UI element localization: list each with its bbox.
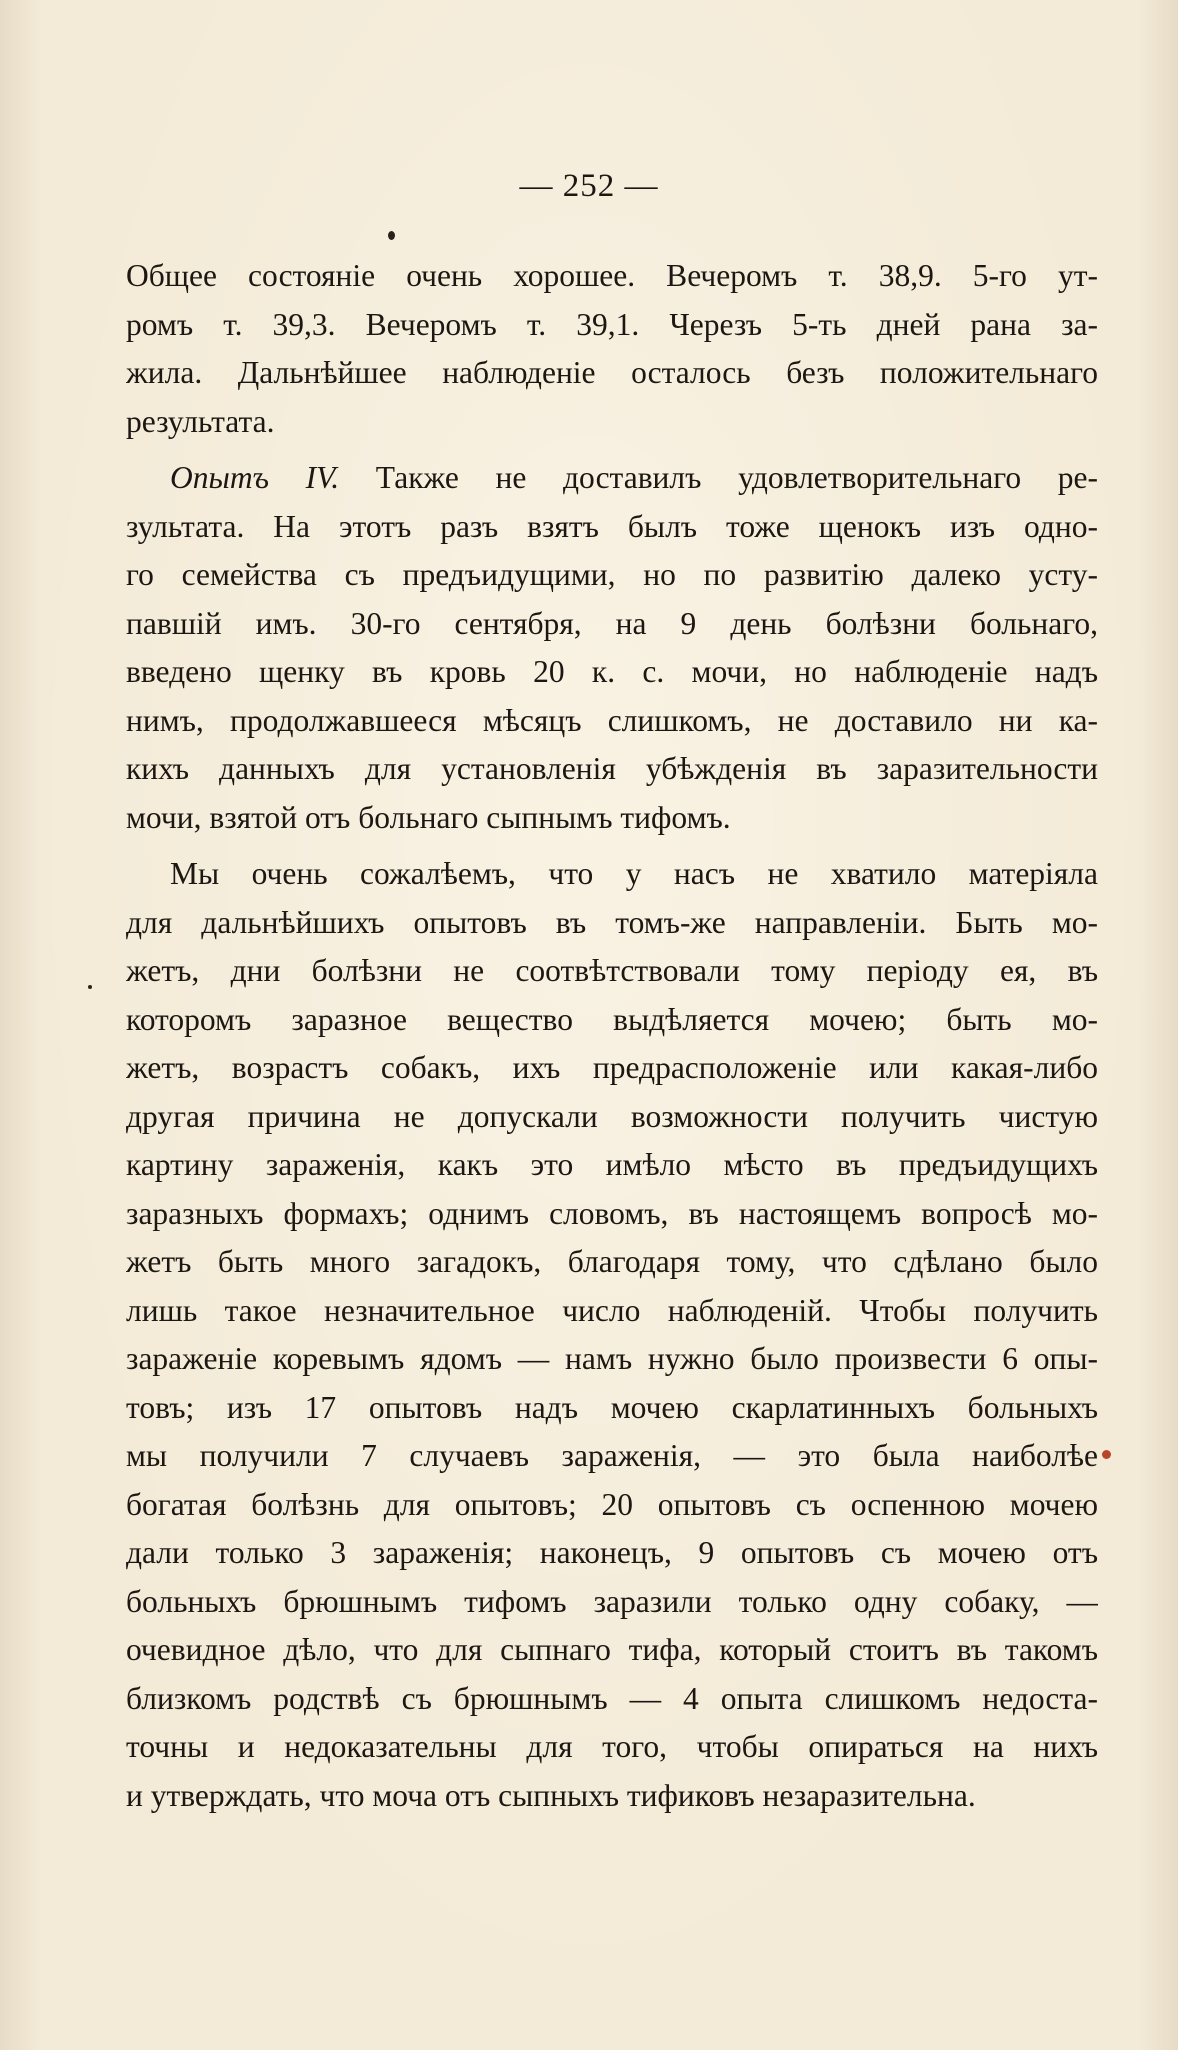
text-line: товъ; изъ 17 опытовъ надъ мочею скарлатинныхъ больныхъ [126, 1389, 1098, 1425]
experiment-heading: Опытъ IV. [170, 460, 340, 495]
text-line: введено щенку въ кровь 20 к. с. мочи, но наблюденiе надъ [126, 654, 1098, 689]
text-line: кихъ данныхъ для установленiя убѣжденiя въ заразительности [126, 751, 1098, 786]
text-line: го семейства съ предъидущими, но по развитiю далеко усту- [126, 557, 1098, 592]
text-line: мочи, взятой отъ больнаго сыпнымъ тифомъ. [126, 799, 731, 835]
text-line: и утверждать, что моча отъ сыпныхъ тификовъ незаразительна. [126, 1777, 976, 1813]
text-line: Опытъ IV. Также не доставилъ удовлетворительнаго ре- [170, 460, 1098, 495]
text-line: лишь такое незначительное число наблюденiй. Чтобы получить [126, 1292, 1098, 1328]
text-line: которомъ заразное вещество выдѣляется мочею; быть мо- [126, 1001, 1098, 1037]
text-line: результата. [126, 403, 275, 439]
text-line: заразныхъ формахъ; однимъ словомъ, въ настоящемъ вопросѣ мо- [126, 1195, 1098, 1231]
text-line: точны и недоказательны для того, чтобы опираться на нихъ [126, 1729, 1098, 1764]
ink-speck [88, 985, 92, 989]
text-line: зультата. На этотъ разъ взятъ былъ тоже щенокъ изъ одно- [126, 508, 1098, 544]
page-number: — 252 — [519, 168, 659, 204]
text-line: жетъ, возрастъ собакъ, ихъ предрасположенiе или какая-либо [126, 1050, 1098, 1085]
text-line: для дальнѣйшихъ опытовъ въ томъ-же направленiи. Быть мо- [126, 904, 1098, 940]
text-line: другая причина не допускали возможности получить чистую [126, 1098, 1098, 1134]
text-line: дали только 3 зараженiя; наконецъ, 9 опытовъ съ мочею отъ [126, 1535, 1098, 1570]
text-line: жетъ, дни болѣзни не соотвѣтствовали тому перiоду ея, въ [126, 953, 1098, 988]
text-line: богатая болѣзнь для опытовъ; 20 опытовъ съ оспенною мочею [126, 1486, 1098, 1522]
body-text [126, 252, 1098, 1820]
text-line: зараженiе коревымъ ядомъ — намъ нужно было произвести 6 опы- [126, 1341, 1098, 1376]
text-line: мы получили 7 случаевъ зараженiя, — это была наиболѣе [126, 1438, 1098, 1473]
text-line: близкомъ родствѣ съ брюшнымъ — 4 опыта слишкомъ недоста- [126, 1680, 1098, 1716]
text-line: жетъ быть много загадокъ, благодаря тому, что сдѣлано было [126, 1244, 1098, 1279]
paragraph-1 [126, 252, 1098, 446]
paragraph-3 [126, 850, 1098, 1820]
ink-speck [388, 231, 395, 240]
text-line: нимъ, продолжавшееся мѣсяцъ слишкомъ, не доставило ни ка- [126, 702, 1098, 738]
text-line: павшiй имъ. 30-го сентября, на 9 день болѣзни больнаго, [126, 605, 1098, 641]
ink-speck [1102, 1450, 1111, 1459]
text-line: Мы очень сожалѣемъ, что у насъ не хватило матерiяла [170, 856, 1098, 891]
text-line: Общее состоянiе очень хорошее. Вечеромъ т. 38,9. 5-го ут- [126, 258, 1098, 293]
text-line: картину зараженiя, какъ это имѣло мѣсто въ предъидущихъ [126, 1147, 1098, 1182]
text-line: жила. Дальнѣйшее наблюденiе осталось безъ положительнаго [126, 355, 1098, 390]
text-line: ромъ т. 39,3. Вечеромъ т. 39,1. Черезъ 5-ть дней рана за- [126, 306, 1098, 342]
paragraph-2 [126, 454, 1098, 842]
text-line: очевидное дѣло, что для сыпнаго тифа, который стоитъ въ такомъ [126, 1632, 1098, 1667]
text-line: больныхъ брюшнымъ тифомъ заразили только одну собаку, — [126, 1583, 1098, 1619]
